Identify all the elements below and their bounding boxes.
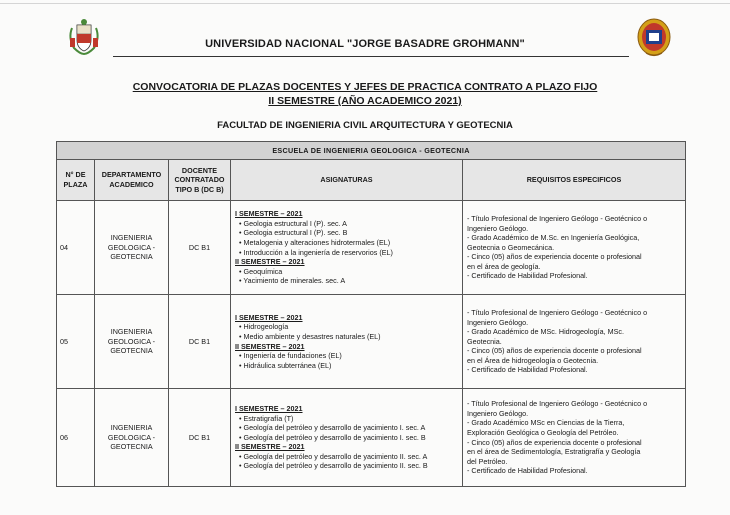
requirement-line: - Grado Académico MSc en Ciencias de la Tierra,	[467, 418, 625, 428]
semester-label: II SEMESTRE – 2021	[235, 341, 305, 351]
requirement-line: Geotecnia.	[467, 336, 502, 346]
requirement-line: - Certificado de Habilidad Profesional.	[467, 466, 588, 476]
subject-item: • Yacimiento de minerales. sec. A	[239, 276, 346, 286]
teacher-type: DC B1	[169, 201, 231, 295]
requirement-line: - Cinco (05) años de experiencia docente o profesional	[467, 346, 642, 356]
subject-item: • Hidráulica subterránea (EL)	[239, 360, 332, 370]
department: INGENIERIA GEOLOGICA - GEOTECNIA	[95, 201, 169, 295]
teacher-type: DC B1	[169, 389, 231, 487]
subject-item: • Hidrogeología	[239, 322, 289, 332]
semester-label: II SEMESTRE – 2021	[235, 257, 305, 267]
positions-table	[56, 141, 686, 487]
plaza-number: 06	[57, 389, 95, 487]
requirements-cell	[463, 295, 686, 389]
requirements-cell	[463, 389, 686, 487]
requirement-line: - Cinco (05) años de experiencia docente o profesional	[467, 252, 642, 262]
semester-label: I SEMESTRE – 2021	[235, 312, 303, 322]
col-docente: DOCENTE CONTRATADO TIPO B (DC B)	[169, 160, 231, 201]
university-seal-icon	[636, 17, 672, 59]
subject-item: • Geología del petróleo y desarrollo de yacimiento II. sec. A	[239, 451, 428, 461]
table-row	[57, 201, 686, 295]
subject-item: • Geología del petróleo y desarrollo de yacimiento I. sec. B	[239, 432, 426, 442]
subjects-cell	[231, 295, 463, 389]
subjects-cell	[231, 201, 463, 295]
subject-item: • Estratigrafía (T)	[239, 413, 294, 423]
requirement-line: Geotecnia o Geomecánica.	[467, 242, 555, 252]
subject-item: • Geologia estructural I (P). sec. B	[239, 228, 348, 238]
call-title	[0, 80, 730, 108]
requirement-line: - Certificado de Habilidad Profesional.	[467, 271, 588, 281]
requirement-line: Ingeniero Geólogo.	[467, 317, 529, 327]
university-name: UNIVERSIDAD NACIONAL "JORGE BASADRE GROHMANN"	[205, 38, 525, 50]
requirement-line: Ingeniero Geólogo.	[467, 408, 529, 418]
requirement-line: Ingeniero Geólogo.	[467, 223, 529, 233]
semester-label: I SEMESTRE – 2021	[235, 403, 303, 413]
requirement-line: en el Área de hidrogeología o Geotecnia.	[467, 355, 599, 365]
faculty-name: FACULTAD DE INGENIERIA CIVIL ARQUITECTURA Y GEOTECNIA	[217, 120, 513, 131]
semester-label: II SEMESTRE – 2021	[235, 442, 305, 452]
col-plaza: N° DE PLAZA	[57, 160, 95, 201]
department: INGENIERIA GEOLOGICA - GEOTECNIA	[95, 389, 169, 487]
subjects-cell	[231, 389, 463, 487]
school-name: ESCUELA DE INGENIERIA GEOLOGICA - GEOTECNIA	[57, 142, 686, 160]
call-title-line2: II SEMESTRE (AÑO ACADEMICO 2021)	[268, 95, 462, 107]
requirement-line: Exploración Geológica o Geología del Petróleo.	[467, 427, 619, 437]
plaza-number: 04	[57, 201, 95, 295]
school-header-row	[57, 142, 686, 160]
requirement-line: del Petróleo.	[467, 456, 508, 466]
col-requisitos: REQUISITOS ESPECIFICOS	[463, 160, 686, 201]
subject-item: • Geología del petróleo y desarrollo de yacimiento II. sec. B	[239, 461, 428, 471]
semester-label: I SEMESTRE – 2021	[235, 209, 303, 219]
table-row	[57, 389, 686, 487]
scan-edge-line	[0, 3, 730, 4]
teacher-type: DC B1	[169, 295, 231, 389]
call-title-line1: CONVOCATORIA DE PLAZAS DOCENTES Y JEFES DE PRACTICA CONTRATO A PLAZO FIJO	[132, 81, 598, 93]
subject-item: • Metalogenia y alteraciones hidrotermales (EL)	[239, 237, 391, 247]
requirement-line: en el área de Sedimentología, Estratigrafía y Geología	[467, 447, 641, 457]
subject-item: • Geología del petróleo y desarrollo de yacimiento I. sec. A	[239, 423, 426, 433]
requirement-line: en el área de geología.	[467, 261, 541, 271]
requirement-line: - Certificado de Habilidad Profesional.	[467, 365, 588, 375]
col-asignaturas: ASIGNATURAS	[231, 160, 463, 201]
plaza-number: 05	[57, 295, 95, 389]
subject-item: • Introducción a la ingeniería de reservorios (EL)	[239, 247, 393, 257]
requirement-line: - Título Profesional de Ingeniero Geólogo - Geotécnico o	[467, 399, 648, 409]
col-departamento: DEPARTAMENTO ACADEMICO	[95, 160, 169, 201]
table-row	[57, 295, 686, 389]
subject-item: • Geoquímica	[239, 266, 283, 276]
subject-item: • Ingeniería de fundaciones (EL)	[239, 351, 342, 361]
requirement-line: - Grado Académico de MSc. Hidrogeología, MSc.	[467, 327, 624, 337]
header-divider	[113, 56, 629, 57]
subject-item: • Geologia estructural I (P). sec. A	[239, 218, 347, 228]
department: INGENIERIA GEOLOGICA - GEOTECNIA	[95, 295, 169, 389]
requirement-line: - Título Profesional de Ingeniero Geólogo - Geotécnico o	[467, 307, 648, 317]
requirements-cell	[463, 201, 686, 295]
subject-item: • Medio ambiente y desastres naturales (EL)	[239, 331, 381, 341]
column-header-row	[57, 160, 686, 201]
requirement-line: - Grado Académico de M.Sc. en Ingeniería Geológica,	[467, 233, 640, 243]
requirement-line: - Cinco (05) años de experiencia docente o profesional	[467, 437, 642, 447]
requirement-line: - Título Profesional de Ingeniero Geólogo - Geotécnico o	[467, 213, 648, 223]
peru-coat-of-arms-icon	[66, 16, 102, 56]
